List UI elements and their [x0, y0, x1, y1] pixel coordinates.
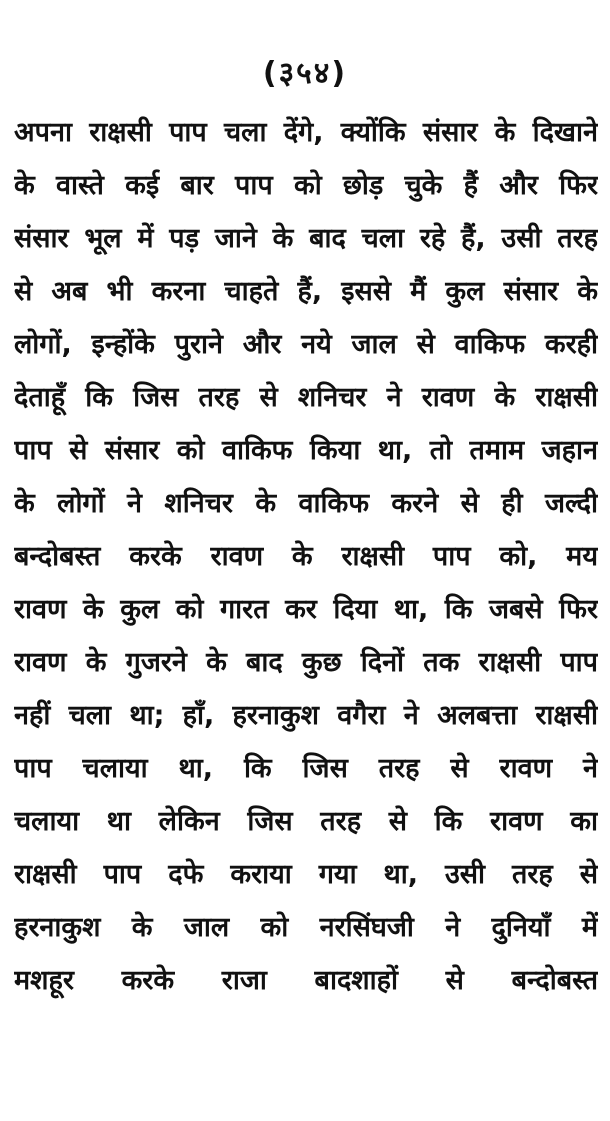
text-line: के लोगों ने शनिचर के वाकिफ करने से ही जल्दी: [14, 488, 598, 519]
text-line: देताहूँ कि जिस तरह से शनिचर ने रावण के राक्षसी: [14, 382, 598, 413]
text-line: नहीं चला था; हाँ, हरनाकुश वगैरा ने अलबत्ता राक्षसी: [14, 700, 598, 731]
text-line: राक्षसी पाप दफे कराया गया था, उसी तरह से: [14, 859, 598, 890]
text-line: पाप से संसार को वाकिफ किया था, तो तमाम जहान: [14, 435, 598, 466]
text-line: रावण के गुजरने के बाद कुछ दिनों तक राक्षसी पाप: [14, 647, 598, 678]
text-line: के वास्ते कई बार पाप को छोड़ चुके हैं और फिर: [14, 170, 598, 201]
text-line: मशहूर करके राजा बादशाहों से बन्दोबस्त: [14, 965, 598, 996]
text-line: लोगों, इन्होंके पुराने और नये जाल से वाकिफ करही: [14, 329, 598, 360]
body-text: [14, 106, 598, 1007]
text-line: चलाया था लेकिन जिस तरह से कि रावण का: [14, 806, 598, 837]
text-line: से अब भी करना चाहते हैं, इससे मैं कुल संसार के: [14, 276, 598, 307]
text-line: पाप चलाया था, कि जिस तरह से रावण ने: [14, 753, 598, 784]
text-line: संसार भूल में पड़ जाने के बाद चला रहे हैं, उसी तरह: [14, 223, 598, 254]
text-line: रावण के कुल को गारत कर दिया था, कि जबसे फिर: [14, 594, 598, 625]
text-line: अपना राक्षसी पाप चला देंगे, क्योंकि संसार के दिखाने: [14, 117, 598, 148]
page-number: (३५४): [262, 56, 348, 91]
text-line: बन्दोबस्त करके रावण के राक्षसी पाप को, मय: [14, 541, 598, 572]
text-line: हरनाकुश के जाल को नरसिंघजी ने दुनियाँ में: [14, 912, 598, 943]
